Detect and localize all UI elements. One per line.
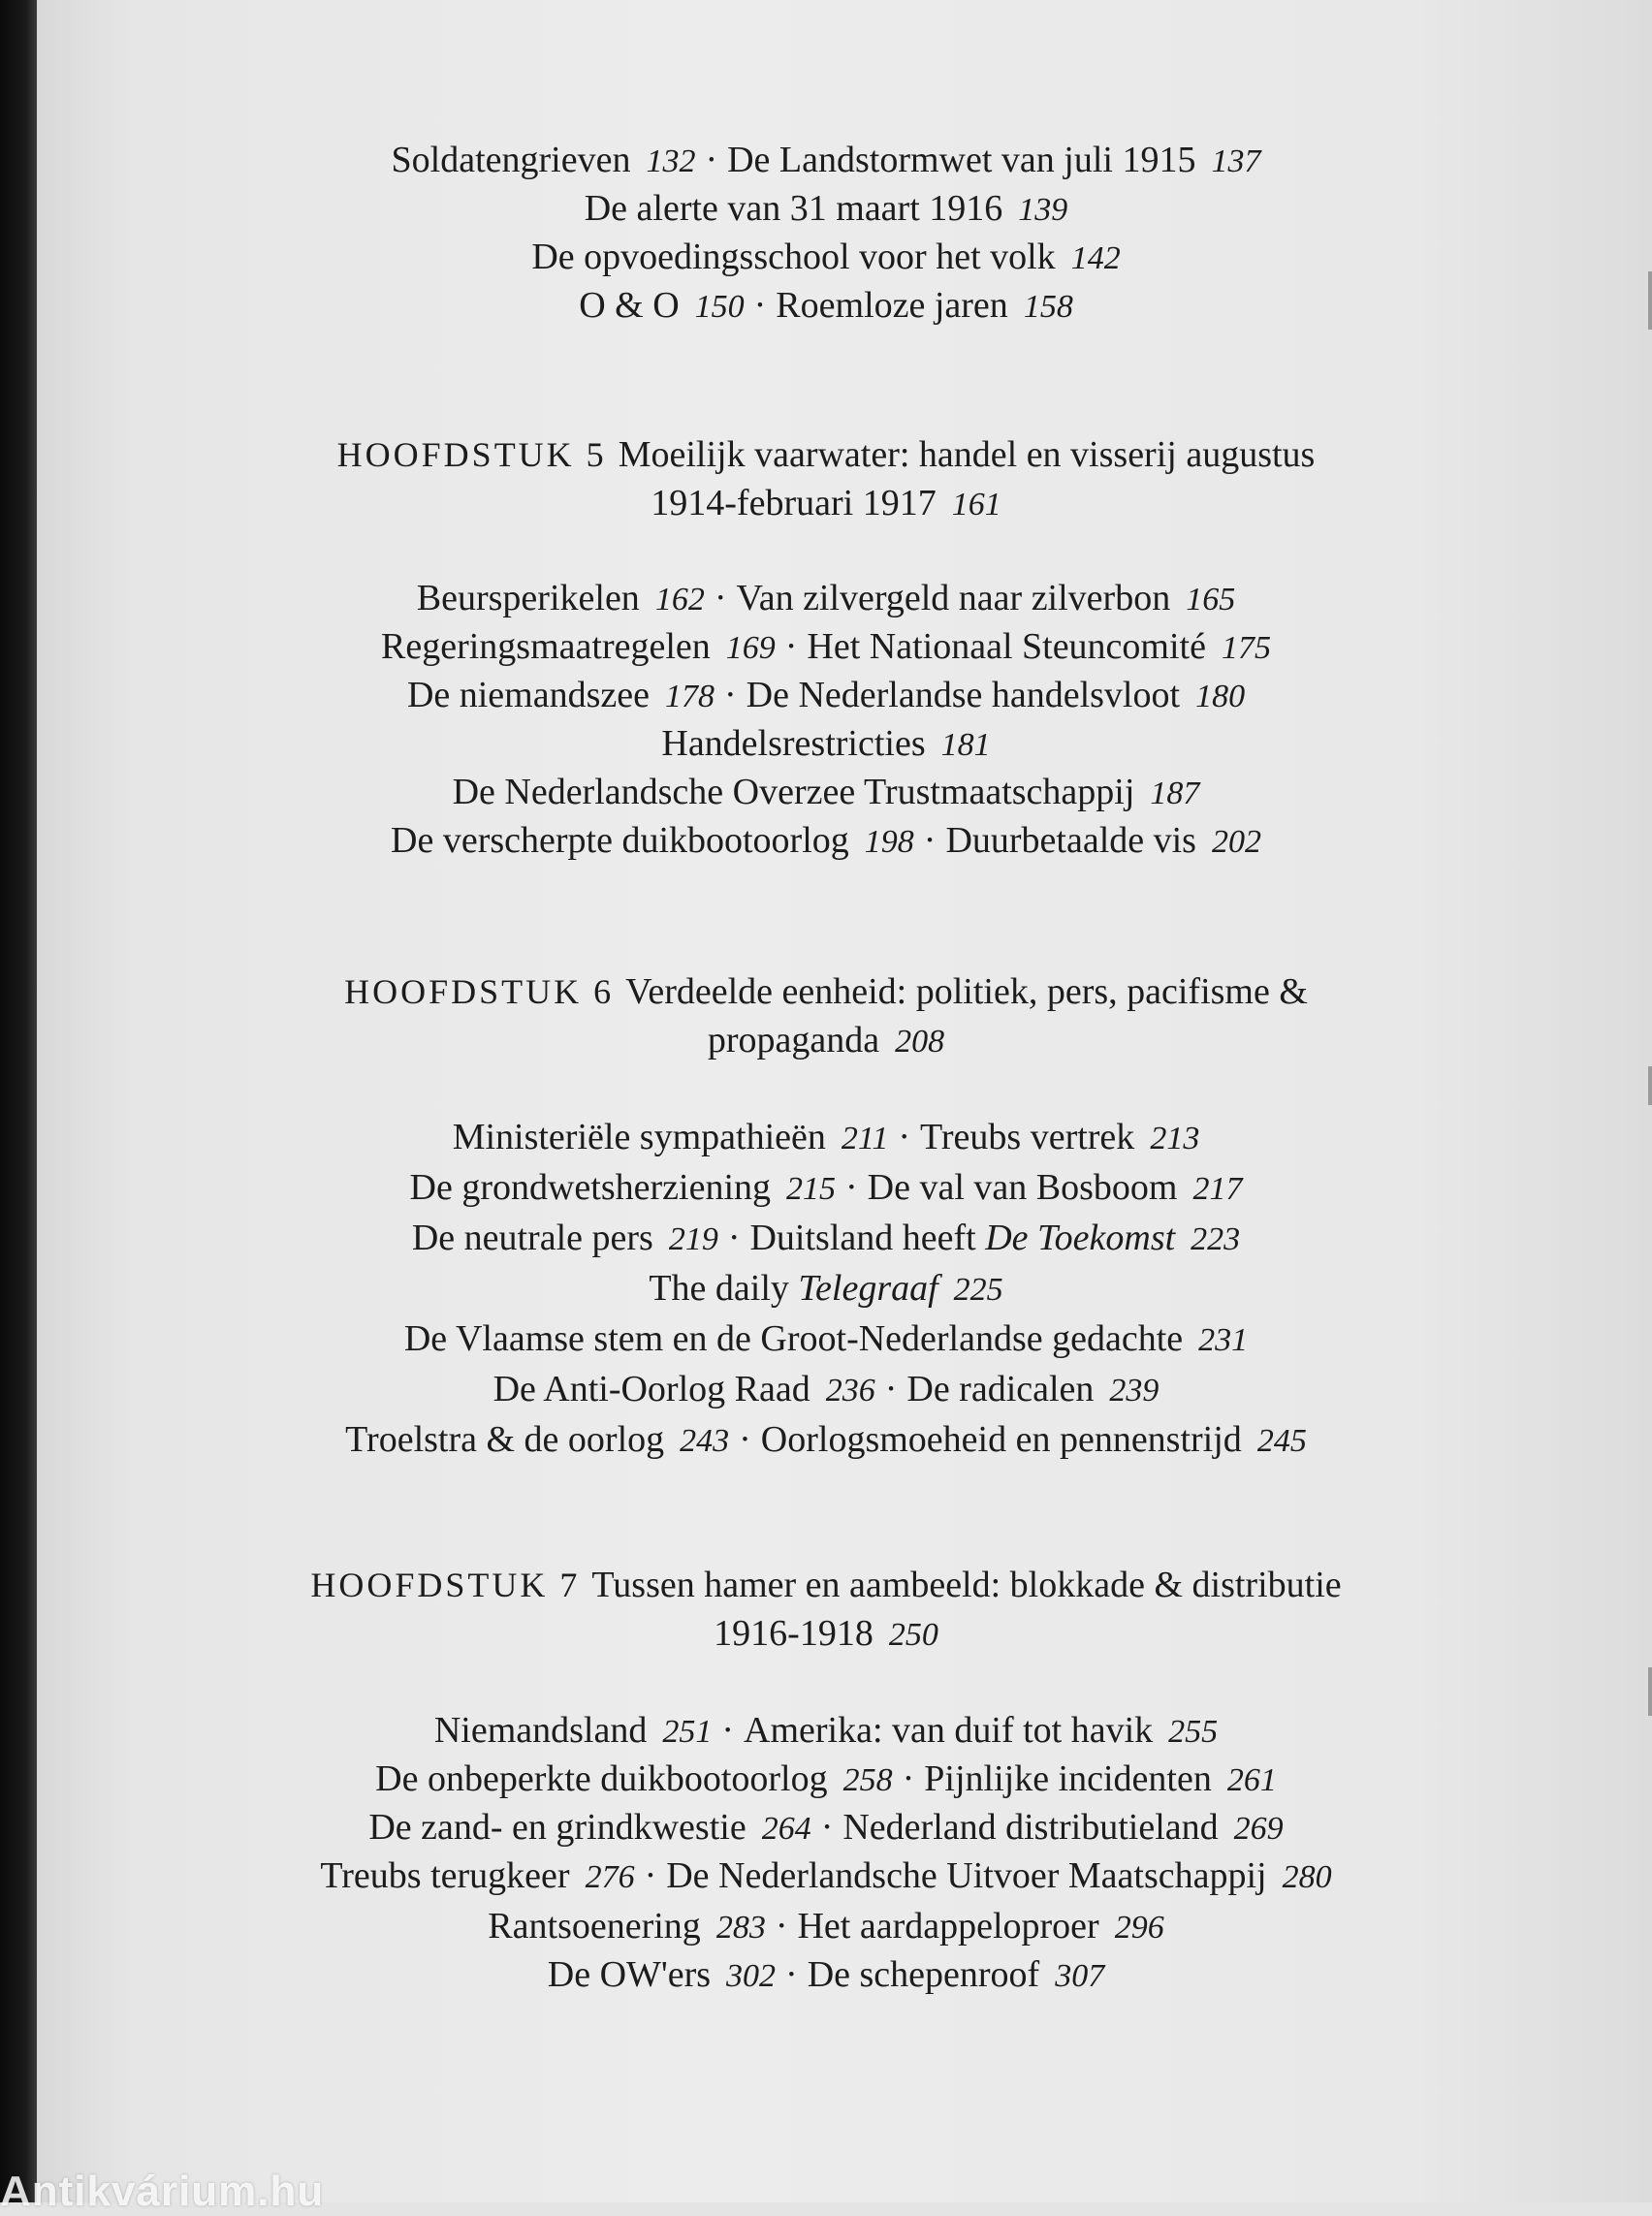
chapter-title: Tussen hamer en aambeeld: blokkade & distributie (591, 1565, 1342, 1605)
chapter-label: HOOFDSTUK 7 (310, 1566, 581, 1604)
toc-line: De grondwetsherziening 215 · De val van Bosboom 217 (409, 1167, 1243, 1208)
chapter-heading-cont: 1916-1918 250 (714, 1613, 938, 1654)
toc-line: De onbeperkte duikbootoorlog 258 · Pijnlijke incidenten 261 (375, 1758, 1277, 1799)
toc-line: De opvoedingsschool voor het volk 142 (531, 237, 1121, 277)
page-edge-mark (1648, 1066, 1652, 1105)
chapter-title: Verdeelde eenheid: politiek, pers, pacifisme & (625, 971, 1308, 1012)
toc-line: De neutrale pers 219 · Duitsland heeft De Toekomst 223 (411, 1218, 1241, 1258)
watermark: Antikvárium.hu (0, 2168, 325, 2215)
toc-line: Niemandsland 251 · Amerika: van duif tot havik 255 (433, 1710, 1219, 1751)
chapter-heading (0, 430, 1652, 479)
toc-line: De Nederlandsche Overzee Trustmaatschappij 187 (452, 772, 1200, 812)
toc-line: Regeringsmaatregelen 169 · Het Nationaal Steuncomité 175 (381, 626, 1271, 667)
toc-line: The daily Telegraaf 225 (649, 1268, 1003, 1309)
chapter-heading-cont: 1914-februari 1917 161 (651, 483, 1001, 523)
toc-line: De verscherpte duikbootoorlog 198 · Duurbetaalde vis 202 (391, 820, 1261, 861)
toc-line: De zand- en grindkwestie 264 · Nederland distributieland 269 (368, 1807, 1284, 1848)
toc-line: De Vlaamse stem en de Groot-Nederlandse gedachte 231 (403, 1318, 1249, 1359)
toc-line: De niemandszee 178 · De Nederlandse handelsvloot 180 (406, 675, 1246, 715)
toc-line: Treubs terugkeer 276 · De Nederlandsche Uitvoer Maatschappij 280 (320, 1855, 1332, 1896)
chapter-heading-cont: propaganda 208 (707, 1020, 945, 1061)
chapter-title: Moeilijk vaarwater: handel en visserij augustus (618, 434, 1316, 475)
toc-line: Rantsoenering 283 · Het aardappeloproer 296 (488, 1906, 1164, 1947)
toc-line: De alerte van 31 maart 1916 139 (584, 188, 1068, 229)
chapter-label: HOOFDSTUK 5 (336, 435, 607, 474)
toc-line: Beursperikelen 162 · Van zilvergeld naar zilverbon 165 (416, 578, 1236, 618)
toc-line: Handelsrestricties 181 (661, 723, 991, 764)
toc-line: Ministeriële sympathieën 211 · Treubs vertrek 213 (452, 1117, 1200, 1157)
toc-line: De OW'ers 302 · De schepenroof 307 (547, 1954, 1105, 1995)
toc-line: De Anti-Oorlog Raad 236 · De radicalen 239 (492, 1369, 1160, 1409)
toc-line: O & O 150 · Roemloze jaren 158 (579, 285, 1073, 326)
toc-line: Troelstra & de oorlog 243 · Oorlogsmoeheid en pennenstrijd 245 (345, 1419, 1307, 1460)
toc-line: Soldatengrieven 132 · De Landstormwet van juli 1915 137 (391, 140, 1261, 180)
chapter-heading (0, 967, 1652, 1016)
chapter-label: HOOFDSTUK 6 (344, 972, 615, 1011)
chapter-heading (0, 1561, 1652, 1609)
